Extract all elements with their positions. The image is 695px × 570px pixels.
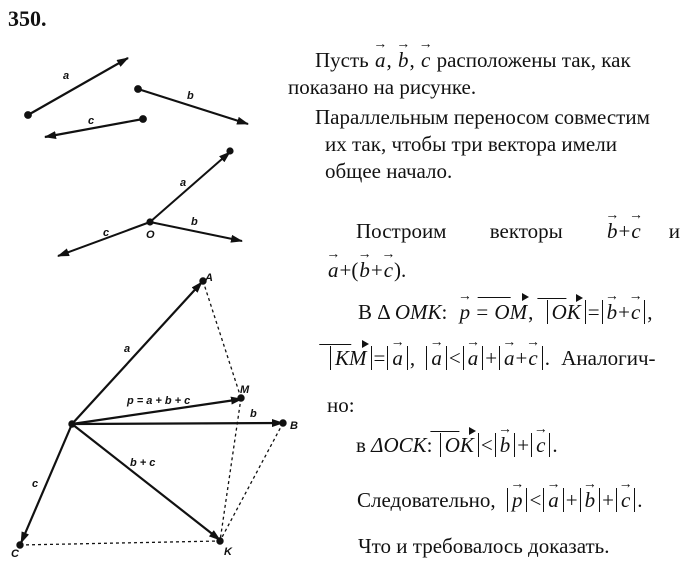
label-p-expr: p = a + b + c: [127, 395, 191, 407]
label-a-mid: a: [180, 177, 187, 189]
label-b-top: b: [187, 90, 194, 102]
label-a-top: a: [63, 70, 70, 82]
label-a-bottom: a: [124, 343, 131, 355]
line-6: Построим векторы → b+→ c и: [356, 218, 686, 244]
text-placed: расположены так, как: [436, 48, 631, 72]
line-4: их так, чтобы три вектора имели: [325, 132, 617, 156]
point-A: A: [205, 272, 213, 284]
point-K: K: [224, 546, 232, 558]
label-b-mid: b: [191, 216, 198, 228]
line-9: KM =→ a , → a <→ a +→ a+→ c . Аналогич-: [328, 345, 656, 371]
problem-number: 350.: [8, 6, 47, 31]
line-12: Следовательно, → p <→ a +→ b +→ c .: [357, 487, 643, 513]
line-13: Что и требовалось доказать.: [358, 534, 610, 558]
vector-figures: [0, 0, 300, 570]
text-pust: Пусть: [315, 48, 369, 72]
line-3: Параллельным переносом совместим: [315, 105, 650, 129]
label-c-mid: c: [103, 227, 110, 239]
vec-a: → a: [374, 47, 387, 73]
line-7: → a+(→ b+→ c).: [327, 257, 406, 283]
point-B: B: [290, 420, 298, 432]
line-5: общее начало.: [325, 159, 453, 183]
label-c-bottom: c: [32, 478, 39, 490]
line-2: показано на рисунке.: [288, 75, 477, 99]
vector-a-line: [28, 58, 128, 115]
separate-vectors: [25, 58, 248, 137]
label-O: O: [146, 229, 155, 241]
point-M: M: [240, 384, 250, 396]
line-10: но:: [327, 393, 355, 417]
line-1: Пусть → a, → b, → c расположены так, как: [315, 47, 631, 73]
vec-c: → c: [420, 47, 431, 73]
point-C: C: [11, 548, 19, 560]
construction: [11, 272, 298, 560]
label-bc-expr: b + c: [130, 457, 156, 469]
vec-b: → b: [397, 47, 410, 73]
line-8: В Δ ОМК: → p = OM, OK =→ b+→ c ,: [358, 299, 653, 325]
label-c-top: c: [88, 115, 95, 127]
line-11: в ΔОСК: OK <→ b +→ c .: [356, 432, 558, 458]
label-b-bottom: b: [250, 408, 257, 420]
